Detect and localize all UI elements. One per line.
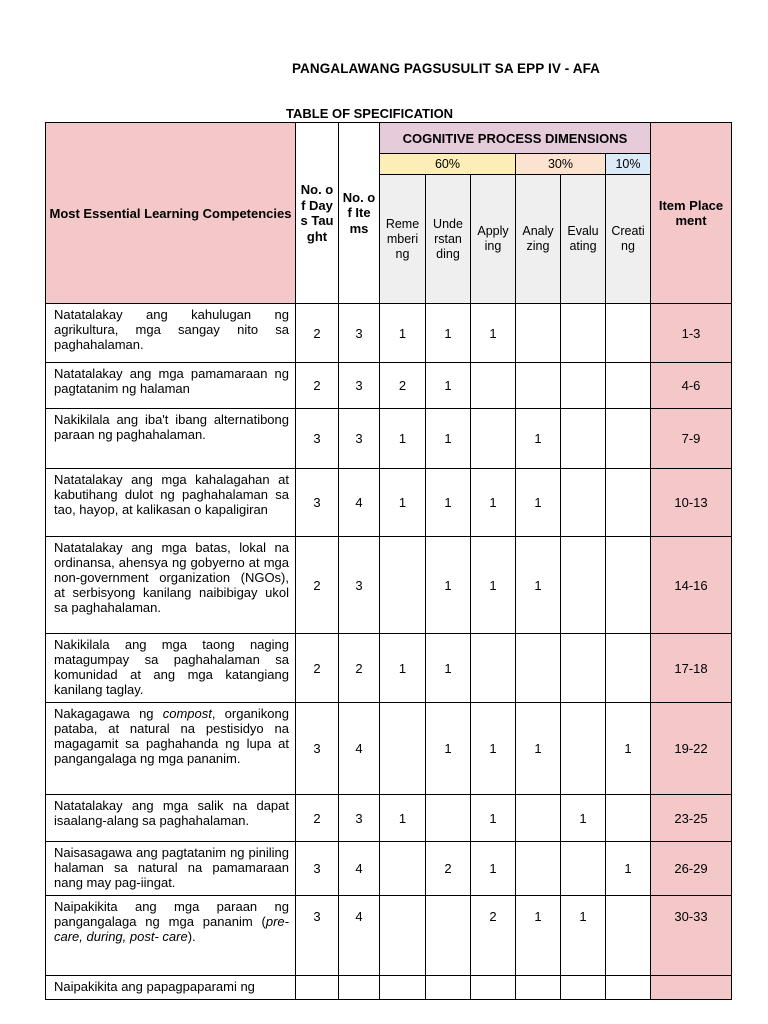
remembering-cell: 1 — [380, 634, 426, 703]
table-row — [46, 976, 732, 1000]
placement-cell: 23-25 — [651, 795, 732, 842]
days-cell: 3 — [296, 703, 339, 795]
header-pct-60: 60% — [380, 154, 516, 175]
header-competencies: Most Essential Learning Competencies — [46, 123, 296, 304]
table-row — [46, 304, 732, 363]
creating-cell — [606, 976, 651, 1000]
applying-cell — [471, 976, 516, 1000]
items-cell: 3 — [339, 363, 380, 409]
items-cell: 3 — [339, 537, 380, 634]
applying-cell: 1 — [471, 842, 516, 896]
days-cell — [296, 976, 339, 1000]
applying-cell: 1 — [471, 469, 516, 537]
analyzing-cell — [516, 795, 561, 842]
placement-cell: 30-33 — [651, 896, 732, 976]
competency-cell: Natatalakay ang kahulugan ng agrikultura, mga sangay nito sa paghahalaman. — [46, 304, 296, 363]
evaluating-cell — [561, 304, 606, 363]
creating-cell — [606, 304, 651, 363]
table-row — [46, 634, 732, 703]
days-cell: 2 — [296, 634, 339, 703]
creating-cell: 1 — [606, 842, 651, 896]
placement-cell — [651, 976, 732, 1000]
placement-cell: 10-13 — [651, 469, 732, 537]
analyzing-cell — [516, 976, 561, 1000]
remembering-cell: 1 — [380, 304, 426, 363]
competency-cell: Naisasagawa ang pagtatanim ng piniling halaman sa natural na pamamaraan nang may pag-iingat. — [46, 842, 296, 896]
analyzing-cell — [516, 634, 561, 703]
competency-text: ). — [187, 929, 196, 944]
applying-cell — [471, 409, 516, 469]
header-applying: Applying — [471, 175, 516, 304]
specification-table — [45, 122, 732, 1000]
remembering-cell — [380, 976, 426, 1000]
creating-cell — [606, 634, 651, 703]
placement-cell: 7-9 — [651, 409, 732, 469]
header-analyzing: Analyzing — [516, 175, 561, 304]
understanding-cell — [426, 896, 471, 976]
header-no-of-items: No. of Items — [339, 123, 380, 304]
evaluating-cell — [561, 469, 606, 537]
table-row — [46, 703, 732, 795]
items-cell: 4 — [339, 469, 380, 537]
evaluating-cell — [561, 363, 606, 409]
competency-cell: Nakikilala ang mga taong naging matagumpay sa paghahalaman sa komunidad at ang mga katangiang kanilang taglay. — [46, 634, 296, 703]
evaluating-cell — [561, 703, 606, 795]
analyzing-cell — [516, 363, 561, 409]
applying-cell: 1 — [471, 537, 516, 634]
competency-cell: Natatalakay ang mga batas, lokal na ordinansa, ahensya ng gobyerno at mga non-government organization (NGOs), at serbisyong kanilang naibibigay ukol sa paghahalaman. — [46, 537, 296, 634]
document-title: PANGALAWANG PAGSUSULIT SA EPP IV - AFA — [291, 61, 601, 76]
items-cell: 4 — [339, 896, 380, 976]
days-cell: 2 — [296, 304, 339, 363]
placement-cell: 26-29 — [651, 842, 732, 896]
header-item-placement: Item Placement — [651, 123, 732, 304]
evaluating-cell: 1 — [561, 795, 606, 842]
creating-cell — [606, 363, 651, 409]
placement-cell: 14-16 — [651, 537, 732, 634]
creating-cell — [606, 896, 651, 976]
understanding-cell: 2 — [426, 842, 471, 896]
table-title: TABLE OF SPECIFICATION — [286, 106, 454, 121]
remembering-cell: 2 — [380, 363, 426, 409]
header-pct-10: 10% — [606, 154, 651, 175]
items-cell: 3 — [339, 409, 380, 469]
header-creating: Creating — [606, 175, 651, 304]
competency-italic-text: compost — [162, 706, 212, 721]
applying-cell: 1 — [471, 703, 516, 795]
items-cell: 3 — [339, 304, 380, 363]
understanding-cell: 1 — [426, 469, 471, 537]
competency-cell: Naipakikita ang papagpaparami ng — [46, 976, 296, 1000]
placement-cell: 1-3 — [651, 304, 732, 363]
items-cell — [339, 976, 380, 1000]
analyzing-cell: 1 — [516, 896, 561, 976]
understanding-cell: 1 — [426, 409, 471, 469]
competency-cell — [46, 896, 296, 976]
table-row — [46, 537, 732, 634]
analyzing-cell — [516, 842, 561, 896]
analyzing-cell: 1 — [516, 409, 561, 469]
days-cell: 2 — [296, 795, 339, 842]
remembering-cell — [380, 896, 426, 976]
creating-cell — [606, 469, 651, 537]
header-remembering: Remembering — [380, 175, 426, 304]
evaluating-cell — [561, 634, 606, 703]
table-row — [46, 363, 732, 409]
remembering-cell — [380, 703, 426, 795]
analyzing-cell: 1 — [516, 537, 561, 634]
applying-cell: 1 — [471, 304, 516, 363]
competency-text: Nakagagawa ng — [54, 706, 163, 721]
analyzing-cell: 1 — [516, 469, 561, 537]
remembering-cell: 1 — [380, 409, 426, 469]
table-row — [46, 842, 732, 896]
days-cell: 3 — [296, 469, 339, 537]
days-cell: 3 — [296, 842, 339, 896]
competency-cell: Natatalakay ang mga salik na dapat isaalang-alang sa paghahalaman. — [46, 795, 296, 842]
analyzing-cell — [516, 304, 561, 363]
placement-cell: 4-6 — [651, 363, 732, 409]
remembering-cell: 1 — [380, 469, 426, 537]
understanding-cell — [426, 976, 471, 1000]
items-cell: 4 — [339, 703, 380, 795]
competency-text: , organikong pataba, at natural na pestisidyo na magagamit sa paghahanda ng lupa at pangangalaga ng mga pananim. — [54, 706, 289, 766]
items-cell: 3 — [339, 795, 380, 842]
days-cell: 2 — [296, 363, 339, 409]
understanding-cell: 1 — [426, 537, 471, 634]
days-cell: 2 — [296, 537, 339, 634]
applying-cell: 1 — [471, 795, 516, 842]
table-row — [46, 896, 732, 976]
header-cognitive-process: COGNITIVE PROCESS DIMENSIONS — [380, 123, 651, 154]
placement-cell: 17-18 — [651, 634, 732, 703]
header-understanding: Understanding — [426, 175, 471, 304]
days-cell: 3 — [296, 896, 339, 976]
understanding-cell: 1 — [426, 703, 471, 795]
competency-italic-text: pre-care, during, post- care — [54, 914, 289, 944]
creating-cell — [606, 795, 651, 842]
competency-cell: Natatalakay ang mga pamamaraan ng pagtatanim ng halaman — [46, 363, 296, 409]
table-row — [46, 469, 732, 537]
competency-text: Naipakikita ang mga paraan ng pangangalaga ng mga pananim ( — [54, 899, 289, 929]
creating-cell — [606, 409, 651, 469]
items-cell: 2 — [339, 634, 380, 703]
creating-cell: 1 — [606, 703, 651, 795]
evaluating-cell — [561, 537, 606, 634]
applying-cell: 2 — [471, 896, 516, 976]
competency-cell — [46, 703, 296, 795]
placement-cell: 19-22 — [651, 703, 732, 795]
evaluating-cell — [561, 409, 606, 469]
header-days-taught: No. of Days Taught — [296, 123, 339, 304]
days-cell: 3 — [296, 409, 339, 469]
competency-cell: Nakikilala ang iba't ibang alternatibong paraan ng paghahalaman. — [46, 409, 296, 469]
creating-cell — [606, 537, 651, 634]
understanding-cell — [426, 795, 471, 842]
table-row — [46, 795, 732, 842]
items-cell: 4 — [339, 842, 380, 896]
header-pct-30: 30% — [516, 154, 606, 175]
remembering-cell — [380, 842, 426, 896]
header-evaluating: Evaluating — [561, 175, 606, 304]
competency-cell: Natatalakay ang mga kahalagahan at kabutihang dulot ng paghahalaman sa tao, hayop, at kalikasan o kapaligiran — [46, 469, 296, 537]
remembering-cell — [380, 537, 426, 634]
applying-cell — [471, 634, 516, 703]
table-row — [46, 409, 732, 469]
understanding-cell: 1 — [426, 304, 471, 363]
evaluating-cell — [561, 976, 606, 1000]
analyzing-cell: 1 — [516, 703, 561, 795]
understanding-cell: 1 — [426, 634, 471, 703]
understanding-cell: 1 — [426, 363, 471, 409]
applying-cell — [471, 363, 516, 409]
remembering-cell: 1 — [380, 795, 426, 842]
evaluating-cell: 1 — [561, 896, 606, 976]
evaluating-cell — [561, 842, 606, 896]
